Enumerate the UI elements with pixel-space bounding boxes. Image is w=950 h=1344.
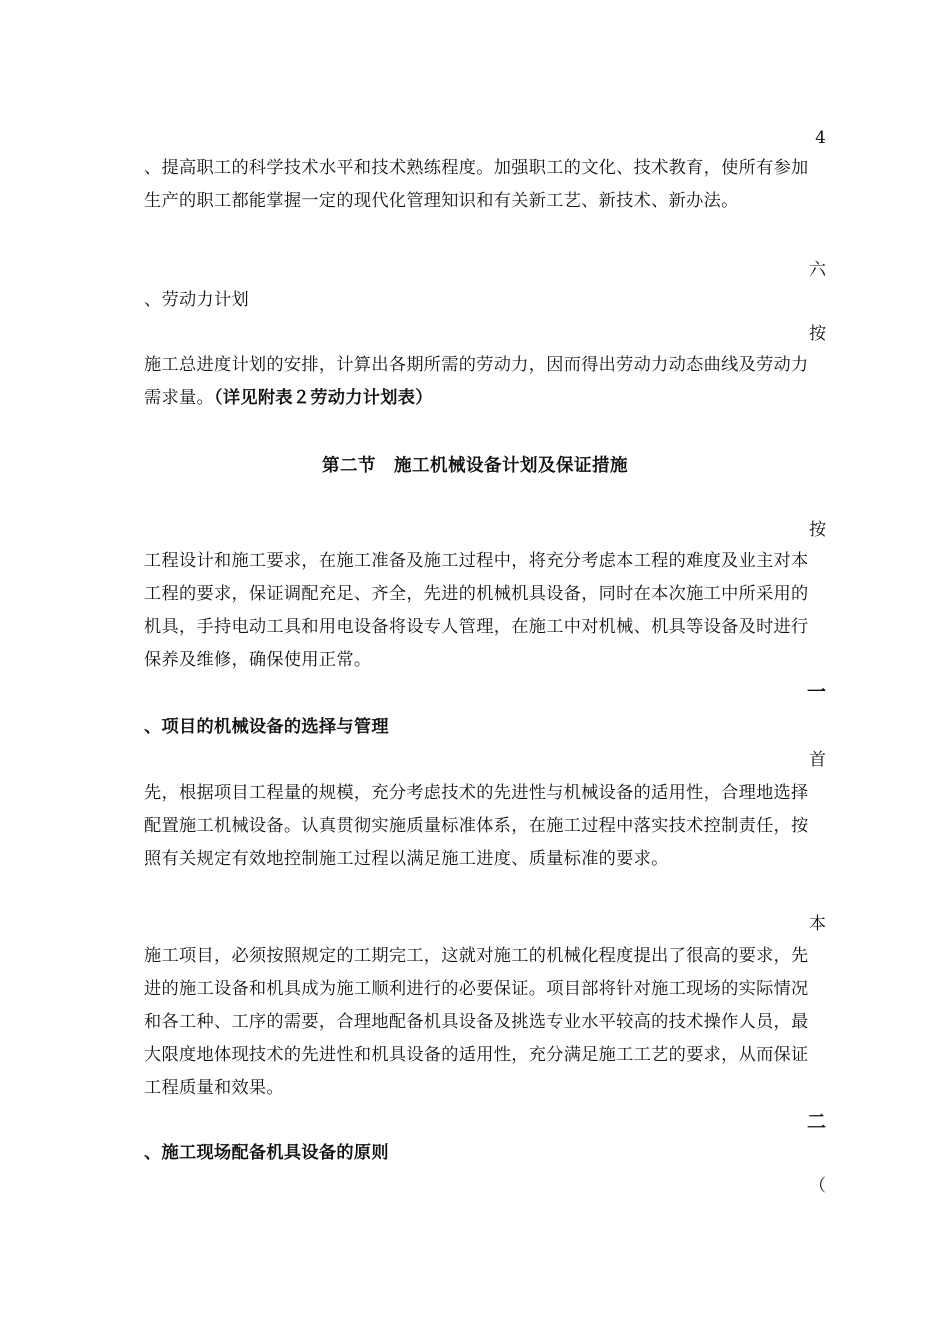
section-number: 第二节 <box>322 456 376 476</box>
paragraph-marker: 二 <box>806 1111 826 1133</box>
subheading-equipment-principles: 、施工现场配备机具设备的原则 <box>144 1143 389 1163</box>
body-paragraph: 、提高职工的科学技术水平和技术熟练程度。加强职工的文化、技术教育，使所有参加生产的职工都能掌握一定的现代化管理知识和有关新工艺、新技术、新办法。 <box>144 158 809 211</box>
body-paragraph: 施工项目，必须按照规定的工期完工，这就对施工的机械化程度提出了很高的要求，先进的施工设备和机具成为施工顺利进行的必要保证。项目部将针对施工现场的实际情况和各工种、工序的需要，合理地配备机具设备及挑选专业水平较高的技术操作人员，最大限度地体现技术的先进性和机具设备的适用性，充分满足施工工艺的要求，从而保证工程质量和效果。 <box>144 946 809 1098</box>
subheading-equipment-selection: 、项目的机械设备的选择与管理 <box>144 717 389 737</box>
paragraph-reference: （详见附表２劳动力计划表） <box>213 388 433 408</box>
body-paragraph: 先，根据项目工程量的规模，充分考虑技术的先进性与机械设备的适用性，合理地选择配置施工机械设备。认真贯彻实施质量标准体系，在施工过程中落实技术控制责任，按照有关规定有效地控制施工过程以满足施工进度、质量标准的要求。 <box>144 783 809 869</box>
paragraph-marker: （ <box>809 1176 826 1196</box>
paragraph-marker: 六 <box>809 260 826 280</box>
paragraph-marker: 按 <box>809 520 826 540</box>
paragraph-marker: 本 <box>809 914 826 934</box>
section-heading <box>0 454 950 478</box>
paragraph-marker: 一 <box>806 681 826 703</box>
paragraph-marker: 按 <box>809 324 826 344</box>
body-paragraph: 工程设计和施工要求，在施工准备及施工过程中，将充分考虑本工程的难度及业主对本工程的要求，保证调配充足、齐全，先进的机械机具设备，同时在本次施工中所采用的机具，手持电动工具和用电设备将设专人管理，在施工中对机械、机具等设备及时进行保养及维修，确保使用正常。 <box>144 551 809 670</box>
paragraph-marker: 首 <box>809 750 826 770</box>
body-paragraph <box>144 349 810 415</box>
section-title: 施工机械设备计划及保证措施 <box>394 456 628 476</box>
paragraph-marker: 4 <box>815 128 826 148</box>
subheading-labor-plan: 、劳动力计划 <box>144 290 249 310</box>
paragraph-text: 施工总进度计划的安排，计算出各期所需的劳动力，因而得出劳动力动态曲线及劳动力需求量。 <box>144 355 809 408</box>
